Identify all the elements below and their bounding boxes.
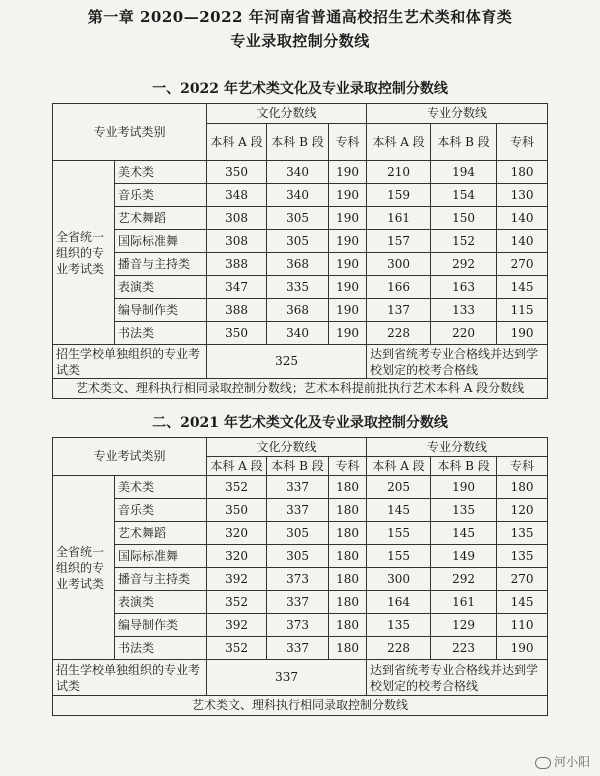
category-name: 播音与主持类 (115, 568, 207, 591)
score-cell: 120 (497, 499, 548, 522)
table-footnote: 艺术类文、理科执行相同录取控制分数线；艺术本科提前批执行艺术本科 A 段分数线 (53, 379, 548, 399)
score-cell: 308 (207, 207, 267, 230)
category-name: 美术类 (115, 476, 207, 499)
table-row (53, 568, 548, 591)
score-cell: 190 (329, 184, 367, 207)
score-cell: 270 (497, 253, 548, 276)
col-header: 专科 (329, 124, 367, 161)
category-name: 艺术舞蹈 (115, 207, 207, 230)
score-cell: 337 (267, 591, 329, 614)
chapter-subtitle: 专业录取控制分数线 (230, 32, 370, 50)
score-cell: 133 (431, 299, 497, 322)
score-cell: 166 (367, 276, 431, 299)
category-name: 编导制作类 (115, 614, 207, 637)
group-label: 全省统一组织的专业考试类 (53, 161, 115, 345)
score-cell: 140 (497, 230, 548, 253)
col-header: 本科 A 段 (207, 457, 267, 476)
score-cell: 305 (267, 545, 329, 568)
category-name: 国际标准舞 (115, 545, 207, 568)
group-label: 全省统一组织的专业考试类 (53, 476, 115, 660)
score-cell: 350 (207, 499, 267, 522)
table-row (53, 322, 548, 345)
category-header: 专业考试类别 (53, 104, 207, 161)
score-cell: 340 (267, 184, 329, 207)
table-row (53, 499, 548, 522)
table-row (53, 614, 548, 637)
score-cell: 228 (367, 637, 431, 660)
col-header: 本科 B 段 (267, 124, 329, 161)
category-name: 音乐类 (115, 499, 207, 522)
score-cell: 190 (497, 637, 548, 660)
score-cell: 180 (329, 568, 367, 591)
score-cell: 373 (267, 568, 329, 591)
score-cell: 320 (207, 522, 267, 545)
score-cell: 223 (431, 637, 497, 660)
section-heading-2022: 一、2022 年艺术类文化及专业录取控制分数线 (152, 81, 448, 97)
score-cell: 145 (497, 591, 548, 614)
category-header: 专业考试类别 (53, 438, 207, 476)
score-cell: 154 (431, 184, 497, 207)
score-cell: 340 (267, 322, 329, 345)
category-name: 艺术舞蹈 (115, 522, 207, 545)
score-cell: 300 (367, 253, 431, 276)
score-cell: 388 (207, 253, 267, 276)
col-header: 本科 B 段 (431, 457, 497, 476)
score-cell: 130 (497, 184, 548, 207)
score-table-2022 (52, 103, 548, 399)
chapter-title: 第一章 2020—2022 年河南省普通高校招生艺术类和体育类 (87, 8, 513, 26)
score-cell: 347 (207, 276, 267, 299)
score-cell: 180 (329, 591, 367, 614)
score-table-2021 (52, 437, 548, 716)
score-cell: 292 (431, 253, 497, 276)
score-cell: 145 (367, 499, 431, 522)
table-footnote: 艺术类文、理科执行相同录取控制分数线 (53, 696, 548, 716)
score-cell: 180 (329, 637, 367, 660)
score-cell: 150 (431, 207, 497, 230)
major-group-header: 专业分数线 (367, 104, 548, 124)
score-cell: 320 (207, 545, 267, 568)
score-cell: 135 (431, 499, 497, 522)
table-row (53, 591, 548, 614)
category-name: 音乐类 (115, 184, 207, 207)
table-row (53, 230, 548, 253)
watermark-text: 河小阳 (553, 755, 590, 769)
table-row (53, 253, 548, 276)
score-cell: 190 (329, 276, 367, 299)
score-cell: 205 (367, 476, 431, 499)
category-name: 国际标准舞 (115, 230, 207, 253)
score-cell: 145 (431, 522, 497, 545)
score-cell: 194 (431, 161, 497, 184)
score-cell: 308 (207, 230, 267, 253)
score-cell: 190 (329, 230, 367, 253)
score-cell: 210 (367, 161, 431, 184)
score-cell: 352 (207, 476, 267, 499)
school-culture-score: 337 (207, 660, 367, 696)
score-cell: 190 (329, 161, 367, 184)
table-row (53, 276, 548, 299)
watermark (535, 753, 590, 770)
score-cell: 161 (367, 207, 431, 230)
score-cell: 348 (207, 184, 267, 207)
score-cell: 180 (497, 161, 548, 184)
score-cell: 163 (431, 276, 497, 299)
table-row (53, 637, 548, 660)
score-cell: 352 (207, 637, 267, 660)
score-cell: 305 (267, 207, 329, 230)
score-cell: 135 (497, 545, 548, 568)
table-row (53, 522, 548, 545)
score-cell: 129 (431, 614, 497, 637)
score-cell: 305 (267, 230, 329, 253)
score-cell: 152 (431, 230, 497, 253)
score-cell: 157 (367, 230, 431, 253)
score-cell: 305 (267, 522, 329, 545)
category-name: 书法类 (115, 637, 207, 660)
score-cell: 145 (497, 276, 548, 299)
col-header: 专科 (497, 457, 548, 476)
category-name: 书法类 (115, 322, 207, 345)
school-culture-score: 325 (207, 345, 367, 379)
score-cell: 388 (207, 299, 267, 322)
school-category-label: 招生学校单独组织的专业考试类 (53, 345, 207, 379)
col-header: 本科 B 段 (431, 124, 497, 161)
score-cell: 300 (367, 568, 431, 591)
culture-group-header: 文化分数线 (207, 438, 367, 457)
score-cell: 190 (329, 253, 367, 276)
school-major-note: 达到省统考专业合格线并达到学校划定的校考合格线 (367, 660, 548, 696)
score-cell: 190 (431, 476, 497, 499)
col-header: 本科 B 段 (267, 457, 329, 476)
category-name: 美术类 (115, 161, 207, 184)
score-cell: 352 (207, 591, 267, 614)
score-cell: 190 (329, 322, 367, 345)
major-group-header: 专业分数线 (367, 438, 548, 457)
score-cell: 350 (207, 161, 267, 184)
score-cell: 368 (267, 299, 329, 322)
score-cell: 155 (367, 545, 431, 568)
score-cell: 392 (207, 568, 267, 591)
category-name: 编导制作类 (115, 299, 207, 322)
category-name: 表演类 (115, 591, 207, 614)
score-cell: 140 (497, 207, 548, 230)
score-cell: 135 (497, 522, 548, 545)
wechat-icon (535, 757, 551, 769)
score-cell: 110 (497, 614, 548, 637)
table-row (53, 299, 548, 322)
school-major-note: 达到省统考专业合格线并达到学校划定的校考合格线 (367, 345, 548, 379)
score-cell: 190 (329, 207, 367, 230)
category-name: 播音与主持类 (115, 253, 207, 276)
score-cell: 368 (267, 253, 329, 276)
table-row (53, 161, 548, 184)
table-row (53, 545, 548, 568)
col-header: 本科 A 段 (367, 124, 431, 161)
score-cell: 149 (431, 545, 497, 568)
col-header: 本科 A 段 (367, 457, 431, 476)
category-name: 表演类 (115, 276, 207, 299)
table-row (53, 476, 548, 499)
section-heading-2021: 二、2021 年艺术类文化及专业录取控制分数线 (152, 415, 448, 431)
score-cell: 190 (497, 322, 548, 345)
score-cell: 164 (367, 591, 431, 614)
score-cell: 180 (329, 522, 367, 545)
score-cell: 337 (267, 637, 329, 660)
col-header: 专科 (329, 457, 367, 476)
table-row (53, 184, 548, 207)
col-header: 专科 (497, 124, 548, 161)
culture-group-header: 文化分数线 (207, 104, 367, 124)
score-cell: 190 (329, 299, 367, 322)
score-cell: 135 (367, 614, 431, 637)
score-cell: 228 (367, 322, 431, 345)
score-cell: 340 (267, 161, 329, 184)
score-cell: 161 (431, 591, 497, 614)
score-cell: 337 (267, 499, 329, 522)
score-cell: 155 (367, 522, 431, 545)
score-cell: 180 (329, 476, 367, 499)
score-cell: 337 (267, 476, 329, 499)
score-cell: 137 (367, 299, 431, 322)
score-cell: 180 (329, 545, 367, 568)
score-cell: 350 (207, 322, 267, 345)
score-cell: 270 (497, 568, 548, 591)
col-header: 本科 A 段 (207, 124, 267, 161)
score-cell: 373 (267, 614, 329, 637)
table-row (53, 207, 548, 230)
score-cell: 392 (207, 614, 267, 637)
score-cell: 292 (431, 568, 497, 591)
score-cell: 180 (329, 614, 367, 637)
score-cell: 220 (431, 322, 497, 345)
score-cell: 180 (329, 499, 367, 522)
school-category-label: 招生学校单独组织的专业考试类 (53, 660, 207, 696)
score-cell: 335 (267, 276, 329, 299)
score-cell: 115 (497, 299, 548, 322)
score-cell: 180 (497, 476, 548, 499)
score-cell: 159 (367, 184, 431, 207)
